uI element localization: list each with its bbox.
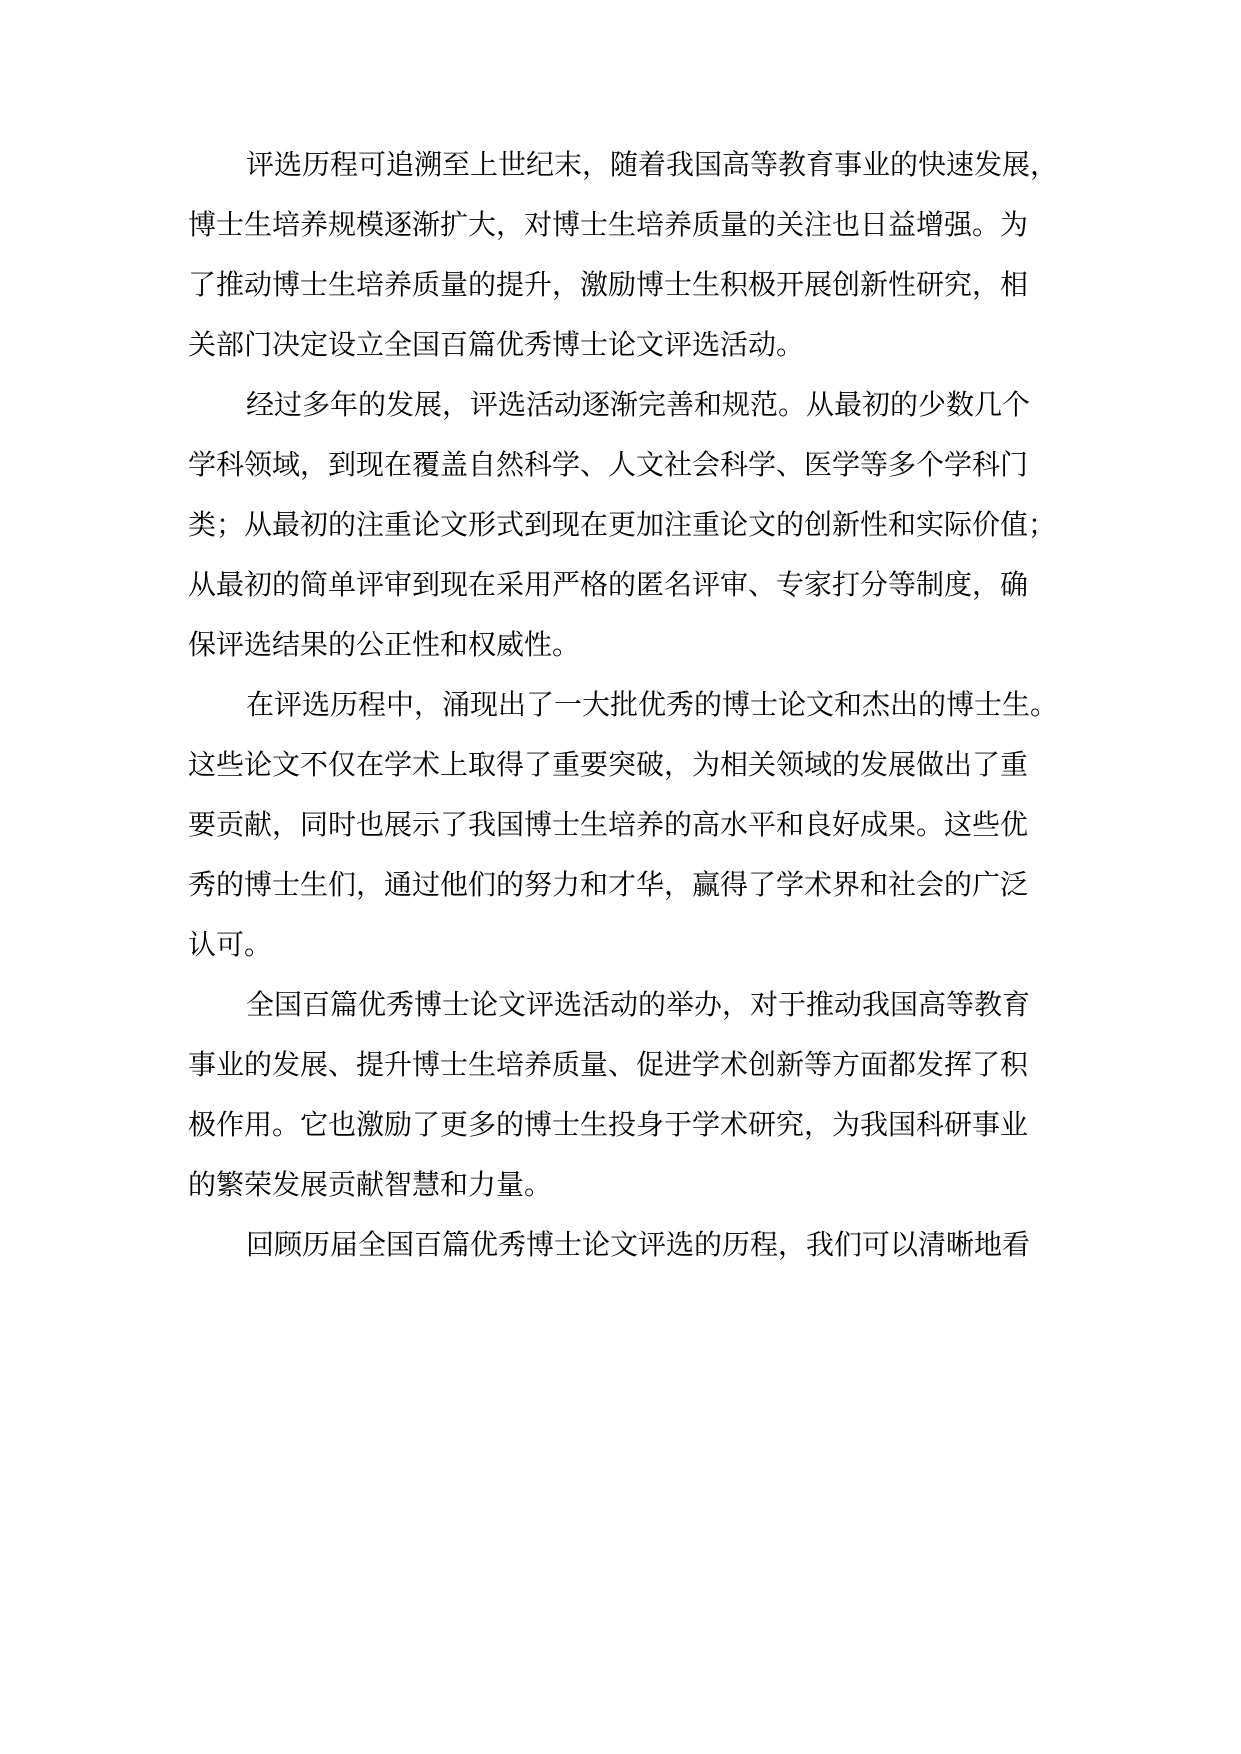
paragraph-line: 回顾历届全国百篇优秀博士论文评选的历程，我们可以清晰地看 xyxy=(246,1228,1031,1261)
paragraph-line: 在评选历程中，涌现出了一大批优秀的博士论文和杰出的博士生。 xyxy=(246,688,1059,721)
paragraph xyxy=(188,988,1088,1228)
paragraph-line: 全国百篇优秀博士论文评选活动的举办，对于推动我国高等教育 xyxy=(246,988,1031,1021)
paragraph xyxy=(188,148,1088,388)
paragraph-line: 的繁荣发展贡献智慧和力量。 xyxy=(188,1168,553,1201)
paragraph xyxy=(188,388,1088,688)
paragraph-line: 学科领域，到现在覆盖自然科学、人文社会科学、医学等多个学科门 xyxy=(188,448,1029,481)
paragraph-line: 关部门决定设立全国百篇优秀博士论文评选活动。 xyxy=(188,328,805,361)
paragraph-line: 认可。 xyxy=(188,928,273,961)
paragraph-line: 博士生培养规模逐渐扩大，对博士生培养质量的关注也日益增强。为 xyxy=(188,208,1029,241)
document-body xyxy=(188,148,1088,1288)
paragraph xyxy=(188,1228,1088,1288)
paragraph xyxy=(188,688,1088,988)
paragraph-line: 这些论文不仅在学术上取得了重要突破，为相关领域的发展做出了重 xyxy=(188,748,1029,781)
paragraph-line: 评选历程可追溯至上世纪末，随着我国高等教育事业的快速发展， xyxy=(246,148,1059,181)
paragraph-line: 经过多年的发展，评选活动逐渐完善和规范。从最初的少数几个 xyxy=(246,388,1031,421)
paragraph-line: 事业的发展、提升博士生培养质量、促进学术创新等方面都发挥了积 xyxy=(188,1048,1029,1081)
paragraph-line: 极作用。它也激励了更多的博士生投身于学术研究，为我国科研事业 xyxy=(188,1108,1029,1141)
paragraph-line: 保评选结果的公正性和权威性。 xyxy=(188,628,581,661)
paragraph-line: 从最初的简单评审到现在采用严格的匿名评审、专家打分等制度，确 xyxy=(188,568,1029,601)
paragraph-line: 了推动博士生培养质量的提升，激励博士生积极开展创新性研究，相 xyxy=(188,268,1029,301)
paragraph-line: 要贡献，同时也展示了我国博士生培养的高水平和良好成果。这些优 xyxy=(188,808,1029,841)
paragraph-line: 秀的博士生们，通过他们的努力和才华，赢得了学术界和社会的广泛 xyxy=(188,868,1029,901)
paragraph-line: 类；从最初的注重论文形式到现在更加注重论文的创新性和实际价值； xyxy=(188,508,1057,541)
